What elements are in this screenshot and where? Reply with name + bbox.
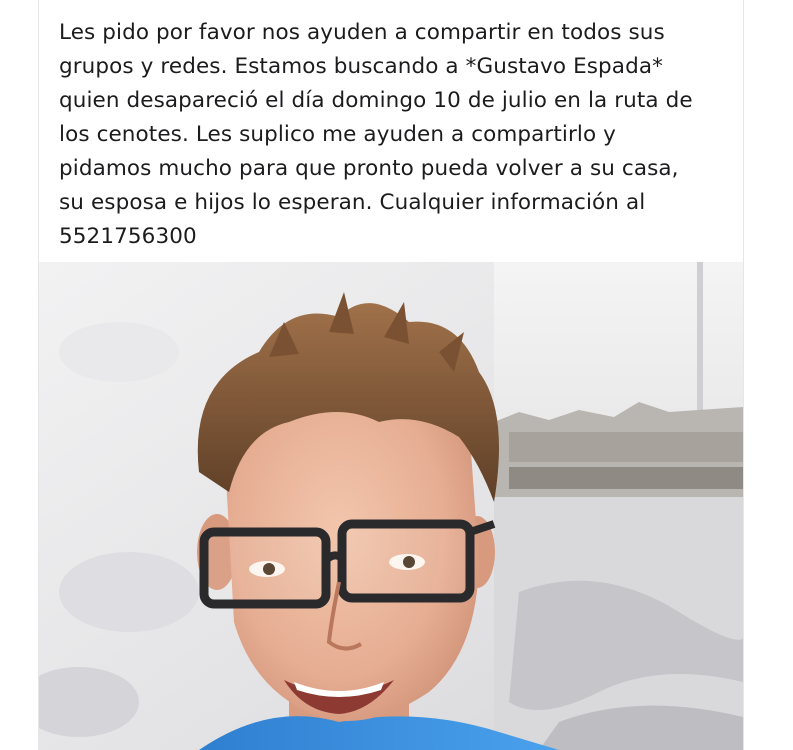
- left-gutter: [0, 0, 39, 750]
- post-text-line: grupos y redes. Estamos buscando a *Gustavo Espada*: [59, 54, 663, 79]
- post-text-line: su esposa e hijos lo esperan. Cualquier información al: [59, 190, 646, 215]
- post-text: [59, 16, 729, 254]
- post-text-line: los cenotes. Les suplico me ayuden a compartirlo y: [59, 122, 616, 147]
- post-text-line: Les pido por favor nos ayuden a compartir en todos sus: [59, 20, 665, 45]
- social-post: [39, 0, 743, 750]
- missing-person-photo[interactable]: [39, 262, 743, 750]
- post-text-line: quien desapareció el día domingo 10 de julio en la ruta de: [59, 88, 693, 113]
- post-text-line: 5521756300: [59, 224, 197, 249]
- photo-illustration: [39, 262, 743, 750]
- post-text-line: pidamos mucho para que pronto pueda volver a su casa,: [59, 156, 679, 181]
- right-gutter: [743, 0, 793, 750]
